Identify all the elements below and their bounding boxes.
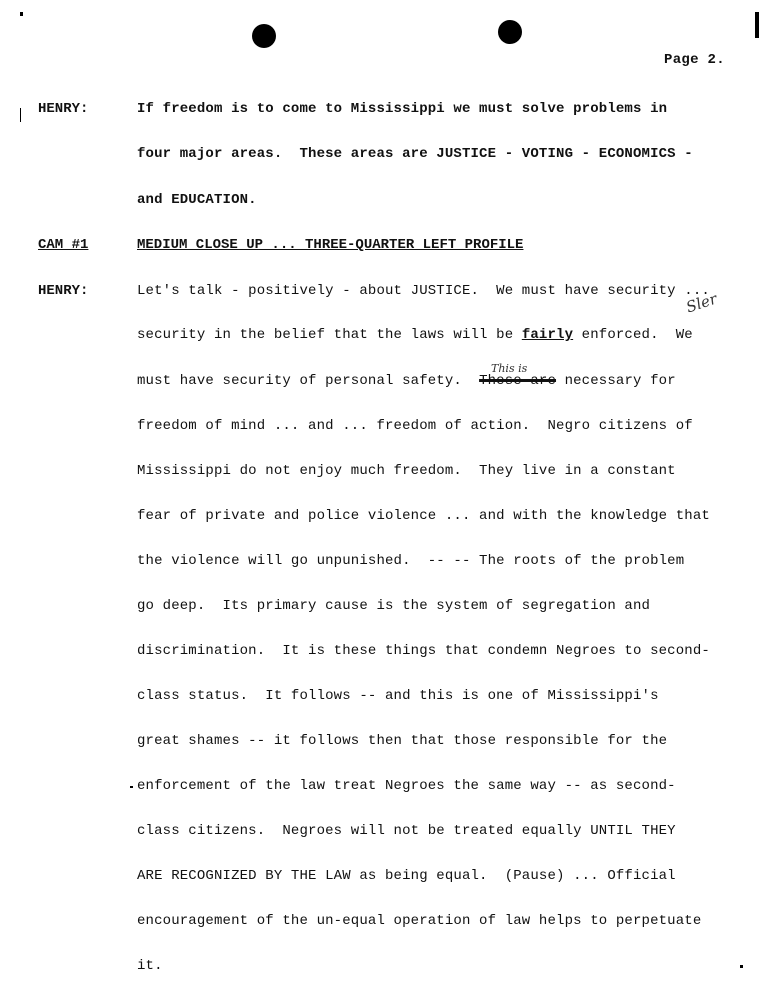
page-number: Page 2. — [664, 52, 725, 68]
script-line: go deep. Its primary cause is the system of segregation and — [137, 598, 651, 614]
scan-speck — [20, 108, 21, 122]
script-line: class status. It follows -- and this is one of Mississippi's — [137, 688, 659, 704]
scan-edge-mark — [755, 12, 759, 38]
camera-number: CAM #1 — [38, 237, 89, 253]
script-line: If freedom is to come to Mississippi we must solve problems in — [137, 101, 668, 117]
script-line: four major areas. These areas are JUSTICE - VOTING - ECONOMICS - — [137, 146, 693, 162]
script-line: must have security of personal safety. These are necessary for — [137, 373, 676, 389]
speaker-label: HENRY: — [38, 283, 89, 299]
scan-speck — [740, 965, 743, 968]
script-line: Mississippi do not enjoy much freedom. They live in a constant — [137, 463, 676, 479]
script-line: enforcement of the law treat Negroes the same way -- as second- — [137, 778, 676, 794]
script-line: encouragement of the un-equal operation of law helps to perpetuate — [137, 913, 702, 929]
scan-speck — [130, 786, 133, 788]
script-line: discrimination. It is these things that condemn Negroes to second- — [137, 643, 710, 659]
speaker-label: HENRY: — [38, 101, 89, 117]
struck-words: These are — [479, 373, 557, 389]
script-line: it. — [137, 958, 163, 974]
script-line: great shames -- it follows then that those responsible for the — [137, 733, 668, 749]
underlined-word: fairly — [521, 327, 574, 343]
script-line: fear of private and police violence ... and with the knowledge that — [137, 508, 710, 524]
scan-speck — [20, 12, 23, 16]
script-line: the violence will go unpunished. -- -- The roots of the problem — [137, 553, 685, 569]
script-line: freedom of mind ... and ... freedom of action. Negro citizens of — [137, 418, 693, 434]
punch-hole-right — [498, 20, 522, 44]
handwritten-insert: This is — [491, 362, 528, 375]
script-line: class citizens. Negroes will not be treated equally UNTIL THEY — [137, 823, 676, 839]
script-line: Let's talk - positively - about JUSTICE. We must have security ... — [137, 283, 710, 299]
punch-hole-left — [252, 24, 276, 48]
script-line: ARE RECOGNIZED BY THE LAW as being equal. (Pause) ... Official — [137, 868, 676, 884]
script-line: and EDUCATION. — [137, 192, 257, 208]
script-line: security in the belief that the laws will be fairly enforced. We — [137, 327, 693, 343]
camera-direction: MEDIUM CLOSE UP ... THREE-QUARTER LEFT PROFILE — [137, 237, 524, 253]
handwritten-note: Sler — [683, 289, 720, 317]
